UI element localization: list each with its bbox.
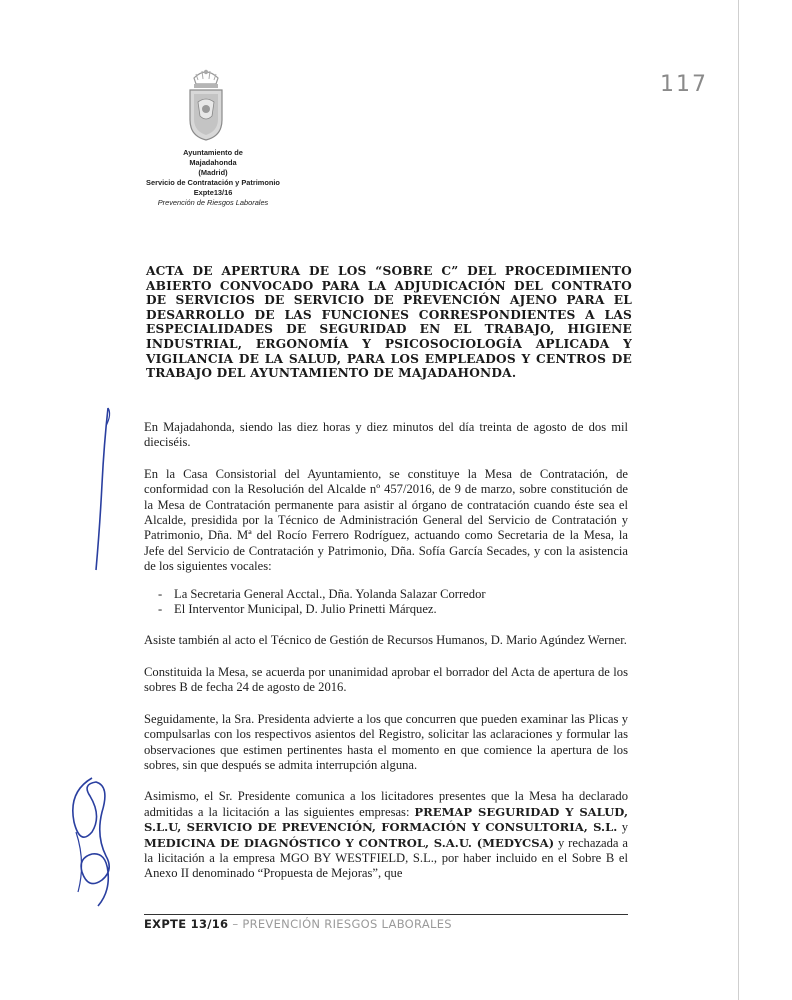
coat-of-arms-icon [180, 64, 232, 144]
paragraph: Asiste también al acto el Técnico de Gestión de Recursos Humanos, D. Mario Agúndez Werner. [144, 633, 627, 648]
header-line: Expte13/16 [193, 188, 233, 197]
document-body [144, 420, 628, 898]
list-item: - La Secretaria General Acctal., Dña. Yolanda Salazar Corredor [174, 587, 628, 602]
header-line: Servicio de Contratación y Patrimonio [146, 178, 280, 187]
margin-rule [738, 0, 739, 1000]
list-item: - El Interventor Municipal, D. Julio Prinetti Márquez. [174, 602, 628, 617]
vocales-list [144, 587, 628, 618]
header-line: Ayuntamiento de [183, 148, 243, 157]
header-line: Majadahonda [189, 158, 237, 167]
document-title: ACTA DE APERTURA DE LOS “SOBRE C” DEL PROCEDIMIENTO ABIERTO CONVOCADO PARA LA ADJUDICACIÓN DEL CONTRATO DE SERVICIOS DE SERVICIO DE PREVENCIÓN AJENO PARA EL DESARROLLO DE LAS FUNCIONES CORRESPONDIENTES A LAS ESPECIALIDADES DE SEGURIDAD EN EL TRABAJO, HIGIENE INDUSTRIAL, ERGONOMÍA Y PSICOSOCIOLOGÍA APLICADA Y VIGILANCIA DE LA SALUD, PARA LOS EMPLEADOS Y CENTROS DE TRABAJO DEL AYUNTAMIENTO DE MAJADAHONDA. [146, 264, 632, 381]
paragraph: Constituida la Mesa, se acuerda por unanimidad aprobar el borrador del Acta de apertura de los sobres B de fecha 24 de agosto de 2016. [144, 664, 628, 695]
text-run: Asimismo, el Sr. Presidente comunica a los licitadores presentes que la Mesa ha declarado admitidas a la licitación a las siguientes empresas: [144, 789, 628, 819]
text-run: y [617, 820, 628, 835]
company-name: MEDICINA DE DIAGNÓSTICO Y CONTROL, S.A.U. (MEDYCSA) [144, 835, 555, 850]
paragraph: En Majadahonda, siendo las diez horas y diez minutos del día treinta de agosto de dos mil dieciséis. [144, 420, 628, 450]
paragraph [144, 789, 628, 881]
company-name: PREMAP SEGURIDAD Y SALUD, S.L.U, SERVICIO DE PREVENCIÓN, FORMACIÓN Y CONSULTORIA, S.L. [144, 804, 628, 835]
header-line: (Madrid) [198, 168, 228, 177]
footer-label: – PREVENCIÓN RIESGOS LABORALES [228, 917, 452, 931]
paragraph: En la Casa Consistorial del Ayuntamiento, se constituye la Mesa de Contratación, de conformidad con la Resolución del Alcalde nº 457/2016, de 9 de marzo, sobre constitución de la Mesa de Contratación permanente para asistir al órgano de contratación cuando éste sea el Alcalde, presidida por la Técnico de Administración General del Servicio de Contratación y Patrimonio, Dña. Mª del Rocío Ferrero Rodríguez, actuando como Secretaria de la Mesa, la Jefe del Servicio de Contratación y Patrimonio, Dña. Sofía García Secades, y con la asistencia de los siguientes vocales: [144, 466, 628, 574]
paragraph: Seguidamente, la Sra. Presidenta advierte a los que concurren que pueden examinar las Plicas y compulsarlas con los respectivos asientos del Registro, solicitar las aclaraciones y formular las observaciones que estimen pertinentes hasta el momento en que comience la apertura de los sobres, sin que después se admita interrupción alguna. [144, 711, 628, 772]
page-footer [144, 914, 628, 931]
issuer-header [128, 148, 298, 208]
page-number: 117 [660, 72, 708, 97]
footer-code: EXPTE 13/16 [144, 917, 229, 931]
signature-mark-icon [84, 404, 120, 574]
text-run: y rechazada a la licitación a la empresa MGO BY WESTFIELD, S.L., por haber incluido en el Sobre B el Anexo II denominado “Propuesta de Mejoras”, que [144, 835, 628, 881]
header-line: Prevención de Riesgos Laborales [157, 198, 269, 207]
initials-signature-icon [62, 772, 124, 912]
